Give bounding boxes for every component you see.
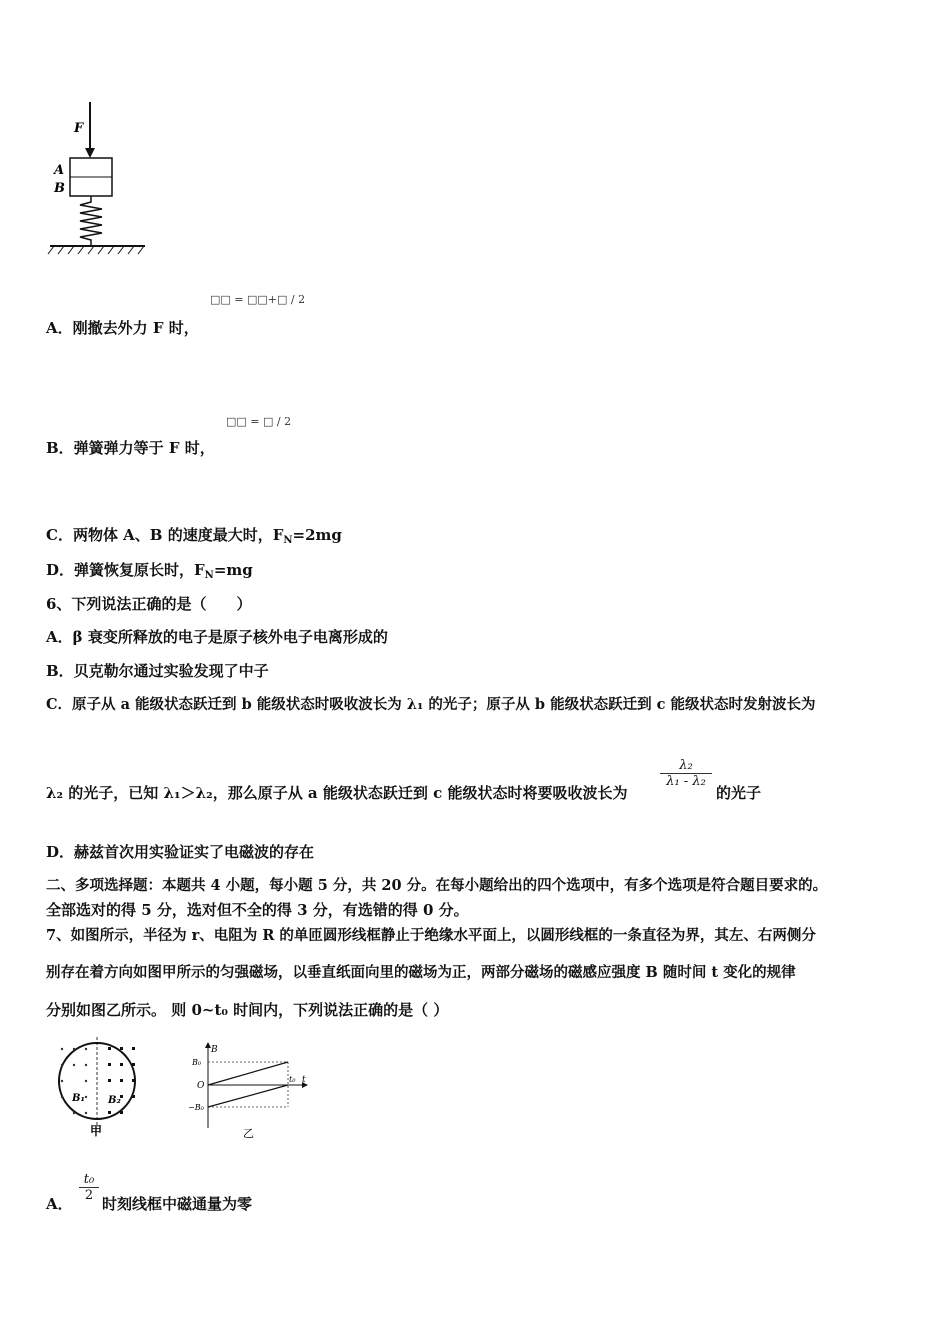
q7-stem-line3: 分别如图乙所示。 则 0~t₀ 时间内，下列说法正确的是（ ） bbox=[46, 1001, 449, 1019]
fraction-denominator: λ₁ - λ₂ bbox=[666, 774, 706, 789]
figure-jia bbox=[50, 1035, 145, 1140]
fraction-denominator: 2 bbox=[84, 1188, 94, 1203]
spring-blocks-figure bbox=[40, 98, 160, 263]
figure-yi bbox=[188, 1040, 313, 1140]
section2-header-line1: 二、多项选择题：本题共 4 小题，每小题 5 分，共 20 分。在每小题给出的四个选项中，有多个选项是符合题目要求的。 bbox=[46, 877, 828, 894]
q5-option-c: C．两物体 A、B 的速度最大时，$F_N=2mg$ bbox=[46, 526, 342, 546]
q6-option-c-line2: λ₂ 的光子，已知 λ₁＞λ₂，那么原子从 a 能级状态跃迁到 c 能级状态时将要吸收波长为 bbox=[46, 784, 628, 802]
q7-stem-line2: 别存在着方向如图甲所示的匀强磁场，以垂直纸面向里的磁场为正，两部分磁场的磁感应强度 B 随时间 t 变化的规律 bbox=[46, 964, 796, 981]
fraction-numerator: λ₂ bbox=[679, 758, 693, 773]
q7-option-a-fraction bbox=[79, 1172, 99, 1203]
origin-label: O bbox=[197, 1081, 205, 1091]
q6-stem: 6、下列说法正确的是（ ） bbox=[46, 595, 252, 613]
fraction-numerator: t₀ bbox=[83, 1172, 95, 1187]
axis-t-label: t bbox=[302, 1075, 306, 1085]
block-b-label: B bbox=[54, 181, 65, 196]
q6-option-c-tail: 的光子 bbox=[716, 784, 762, 802]
force-label: F bbox=[74, 121, 84, 136]
q7-stem-line1: 7、如图所示，半径为 r、电阻为 R 的单匝圆形线框静止于绝缘水平面上，以圆形线框的一条直径为界，其左、右两侧分 bbox=[46, 927, 816, 944]
section2-header-line2: 全部选对的得 5 分，选对但不全的得 3 分，有选错的得 0 分。 bbox=[46, 901, 469, 919]
q5-option-a-formula: □□ = □□+□ / 2 bbox=[210, 293, 306, 306]
q7-option-a-text: 时刻线框中磁通量为零 bbox=[102, 1195, 253, 1213]
q6-option-d: D．赫兹首次用实验证实了电磁波的存在 bbox=[46, 843, 315, 861]
axis-b-label: B bbox=[211, 1045, 218, 1055]
label-b1: B₁ bbox=[72, 1093, 85, 1104]
b0-label: B₀ bbox=[192, 1058, 202, 1067]
q6-option-c-line1: C．原子从 a 能级状态跃迁到 b 能级状态时吸收波长为 λ₁ 的光子；原子从 b 能级状态跃迁到 c 能级状态时发射波长为 bbox=[46, 696, 816, 713]
caption-yi: 乙 bbox=[243, 1127, 254, 1140]
q6-option-a: A．β 衰变所释放的电子是原子核外电子电离形成的 bbox=[46, 628, 388, 646]
q5-option-a: A．刚撤去外力 F 时， bbox=[46, 319, 199, 337]
label-b2: B₂ bbox=[108, 1095, 121, 1106]
neg-b0-label: −B₀ bbox=[188, 1103, 204, 1112]
q5-option-b-formula: □□ = □ / 2 bbox=[226, 415, 292, 428]
t0-label: t₀ bbox=[289, 1075, 296, 1084]
block-a-label: A bbox=[54, 163, 65, 178]
q7-option-a-label: A． bbox=[46, 1195, 73, 1213]
caption-jia: 甲 bbox=[90, 1124, 103, 1138]
q5-option-b: B．弹簧弹力等于 F 时， bbox=[46, 439, 215, 457]
q5-option-d: D．弹簧恢复原长时，$F_N=mg$ bbox=[46, 561, 253, 581]
q6-option-b: B．贝克勒尔通过实验发现了中子 bbox=[46, 662, 269, 680]
q6-option-c-fraction bbox=[660, 758, 712, 789]
